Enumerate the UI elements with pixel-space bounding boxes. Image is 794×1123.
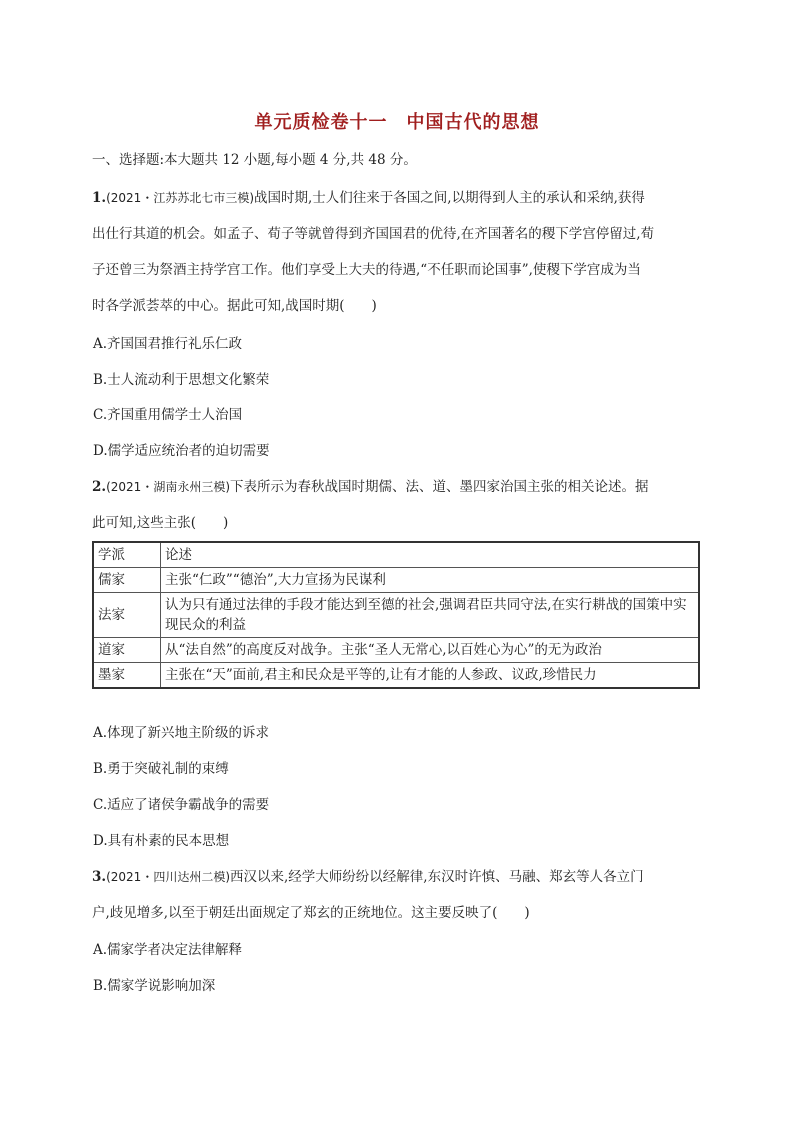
q2-option-b[interactable]: B.勇于突破礼制的束缚 xyxy=(93,761,229,777)
q3-option-a[interactable]: A.儒家学者决定法律解释 xyxy=(93,942,243,958)
table-cell-discussion: 主张在“天”面前,君主和民众是平等的,让有才能的人参政、议政,珍惜民力 xyxy=(161,663,700,689)
table-cell-school: 墨家 xyxy=(93,663,161,689)
table-row xyxy=(93,568,699,593)
q1-option-b[interactable]: B.士人流动利于思想文化繁荣 xyxy=(93,372,270,388)
q1-option-a[interactable]: A.齐国国君推行礼乐仁政 xyxy=(93,336,243,352)
table-cell-discussion: 认为只有通过法律的手段才能达到至德的社会,强调君臣共同守法,在实行耕战的国策中实现民众的利益 xyxy=(161,593,700,638)
q1-number: 1. xyxy=(92,190,107,206)
table-cell-school: 法家 xyxy=(93,593,161,638)
q1-text-1: 战国时期,士人们往来于各国之间,以期得到人主的承认和采纳,获得 xyxy=(254,190,645,206)
q1-line-3: 子还曾三为祭酒主持学宫工作。他们享受上大夫的待遇,“不任职而论国事”,使稷下学宫成为当 xyxy=(92,262,641,278)
page-title: 单元质检卷十一 中国古代的思想 xyxy=(254,112,540,133)
table-header-school: 学派 xyxy=(93,542,161,568)
table-row xyxy=(93,638,699,663)
q3-text-1: 西汉以来,经学大师纷纷以经解律,东汉时许慎、马融、郑玄等人各立门 xyxy=(230,869,644,885)
table-header-discussion: 论述 xyxy=(161,542,700,568)
q1-line-1 xyxy=(92,188,712,208)
table-cell-school: 儒家 xyxy=(93,568,161,593)
q1-option-c[interactable]: C.齐国重用儒学士人治国 xyxy=(93,407,243,423)
q2-number: 2. xyxy=(92,479,107,495)
q3-line-2: 户,歧见增多,以至于朝廷出面规定了郑玄的正统地位。这主要反映了( ) xyxy=(92,905,530,921)
q1-option-d[interactable]: D.儒学适应统治者的迫切需要 xyxy=(93,443,270,459)
table-header-row xyxy=(93,542,699,568)
table-row xyxy=(93,593,699,638)
table-cell-school: 道家 xyxy=(93,638,161,663)
table-cell-discussion: 从“法自然”的高度反对战争。主张“圣人无常心,以百姓心为心”的无为政治 xyxy=(161,638,700,663)
q2-text-1: 下表所示为春秋战国时期儒、法、道、墨四家治国主张的相关论述。据 xyxy=(230,479,649,495)
q2-option-d[interactable]: D.具有朴素的民本思想 xyxy=(93,833,230,849)
q3-line-1 xyxy=(92,867,712,887)
q2-line-1 xyxy=(92,477,712,497)
q2-option-c[interactable]: C.适应了诸侯争霸战争的需要 xyxy=(93,797,270,813)
q3-source: (2021・四川达州二模) xyxy=(106,870,230,884)
q1-source: (2021・江苏苏北七市三模) xyxy=(106,191,254,205)
q2-option-a[interactable]: A.体现了新兴地主阶级的诉求 xyxy=(93,725,270,741)
q3-option-b[interactable]: B.儒家学说影响加深 xyxy=(93,978,216,994)
q1-line-4: 时各学派荟萃的中心。据此可知,战国时期( ) xyxy=(92,298,377,314)
schools-table xyxy=(92,541,700,689)
q3-number: 3. xyxy=(92,869,107,885)
q2-line-2: 此可知,这些主张( ) xyxy=(92,515,229,531)
table-cell-discussion: 主张“仁政”“德治”,大力宣扬为民谋利 xyxy=(161,568,700,593)
q2-source: (2021・湖南永州三模) xyxy=(106,480,230,494)
table-row xyxy=(93,663,699,689)
section-heading: 一、选择题:本大题共 12 小题,每小题 4 分,共 48 分。 xyxy=(92,152,417,168)
q1-line-2: 出仕行其道的机会。如孟子、荀子等就曾得到齐国国君的优待,在齐国著名的稷下学宫停留过,荀 xyxy=(92,226,655,242)
